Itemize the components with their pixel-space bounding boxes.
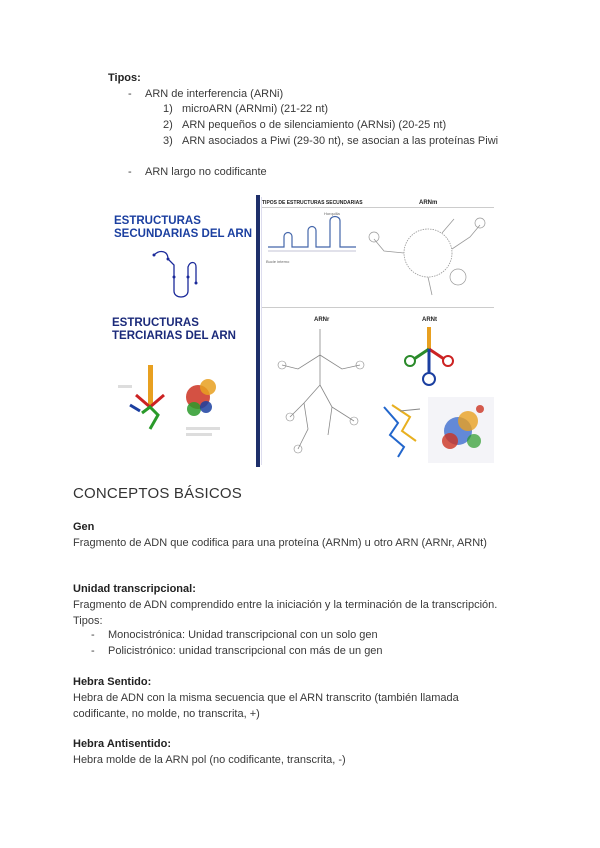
arnr-label: ARNr (314, 317, 330, 323)
term-hebra-antisentido: Hebra Antisentido: (73, 738, 171, 750)
divider (262, 307, 494, 308)
arnt-3d-ribbon (380, 401, 426, 461)
arnt-label: ARNt (422, 317, 437, 323)
list-marker: 1) (163, 103, 173, 115)
tertiary-structure-drawing (116, 357, 228, 443)
list-item: ARN pequeños o de silenciamiento (ARNsi) (20-25 nt) (182, 119, 447, 131)
list-item: Monocistrónica: Unidad transcripcional con un solo gen (108, 629, 378, 641)
list-item: ARN asociados a Piwi (29-30 nt), se asocian a las proteínas Piwi (182, 135, 499, 147)
panel-header: TIPOS DE ESTRUCTURAS SECUNDARIAS (262, 200, 363, 206)
right-panel (261, 197, 499, 465)
list-item: microARN (ARNmi) (21-22 nt) (182, 103, 329, 115)
definition-gen: Fragmento de ADN que codifica para una proteína (ARNm) u otro ARN (ARNr, ARNt) (73, 537, 487, 549)
list-marker: - (128, 166, 132, 178)
figure-divider (256, 195, 260, 467)
definition-unidad-transcripcional: Fragmento de ADN comprendido entre la iniciación y la terminación de la transcripción. Tipos: (73, 599, 498, 627)
term-gen: Gen (73, 521, 95, 533)
list-marker: 3) (163, 135, 173, 147)
secondary-structure-drawing (146, 247, 206, 303)
tipos-heading: Tipos: (108, 72, 141, 84)
arnr-3d-model (428, 397, 494, 463)
divider (262, 207, 494, 208)
list-item: Policistrónico: unidad transcripcional con más de un gen (108, 645, 383, 657)
secondary-structures-title: ESTRUCTURAS SECUNDARIAS DEL ARN (114, 215, 253, 240)
svg-text:Horquilla: Horquilla (324, 211, 340, 216)
section-title: CONCEPTOS BÁSICOS (73, 485, 242, 502)
list-marker: 2) (163, 119, 173, 131)
secondary-structure-sketch (264, 211, 360, 269)
definition-hebra-antisentido: Hebra molde de la ARN pol (no codificante, transcrita, -) (73, 754, 346, 766)
definition-hebra-sentido: Hebra de ADN con la misma secuencia que el ARN transcrito (también llamada codificante, no molde, no transcrita, +) (73, 692, 459, 720)
tertiary-structures-title: ESTRUCTURAS TERCIARIAS DEL ARN (112, 317, 236, 342)
list-item: ARN largo no codificante (145, 166, 267, 178)
list-item: ARN de interferencia (ARNi) (145, 88, 284, 100)
arnm-label: ARNm (419, 200, 438, 206)
list-marker: - (91, 645, 95, 657)
term-hebra-sentido: Hebra Sentido: (73, 676, 152, 688)
term-unidad-transcripcional: Unidad transcripcional: (73, 583, 196, 595)
rna-structures-figure (108, 195, 498, 467)
arnr-structure-sketch (268, 325, 372, 461)
arnt-cloverleaf-sketch (398, 325, 462, 397)
arnm-structure-sketch (362, 211, 494, 299)
list-marker: - (91, 629, 95, 641)
svg-text:Bucle interno: Bucle interno (266, 259, 290, 264)
list-marker: - (128, 88, 132, 100)
